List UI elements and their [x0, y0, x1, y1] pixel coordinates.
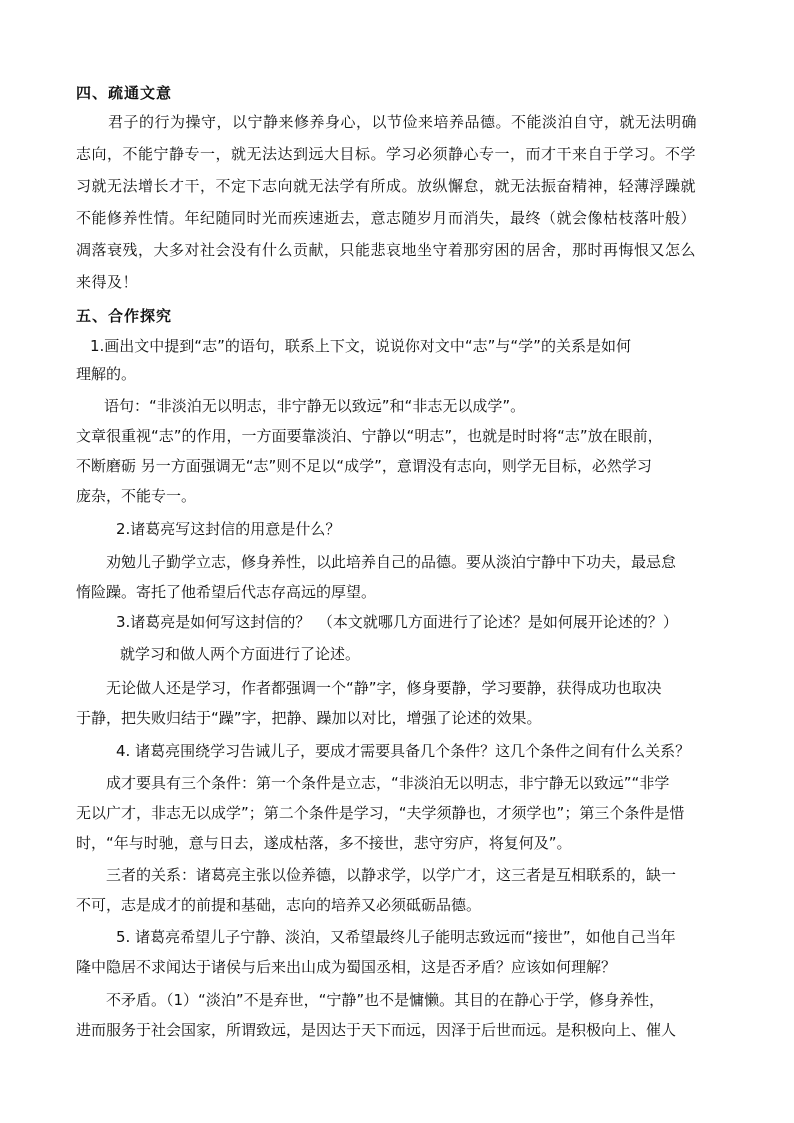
translation-line: 志向，不能宁静专一，就无法达到远大目标。学习必须静心专一，而才干来自于学习。不学	[76, 145, 697, 163]
question-4: 4. 诸葛亮围绕学习告诫儿子，要成才需要具备几个条件？这几个条件之间有什么关系？	[116, 742, 691, 760]
question-1-cont: 理解的。	[76, 365, 137, 383]
answer-5-line: 进而服务于社会国家，所谓致远，是因达于天下而远，因泽于后世而远。是积极向上、催人	[76, 1021, 677, 1039]
translation-line: 习就无法增长才干，不定下志向就无法学有所成。放纵懈怠，就无法振奋精神，轻薄浮躁就	[76, 177, 697, 195]
answer-4-line: 不可，志是成才的前提和基础，志向的培养又必须砥砺品德。	[76, 896, 482, 914]
answer-2-line: 惰险躁。寄托了他希望后代志存高远的厚望。	[76, 583, 377, 601]
question-1: 1.画出文中提到“志”的语句，联系上下文，说说你对文中“志”与“学”的关系是如何	[90, 337, 631, 355]
answer-1-line: 不断磨砺 另一方面强调无“志”则不足以“成学”，意谓没有志向，则学无目标，必然学习	[76, 457, 652, 475]
answer-4-line: 三者的关系：诸葛亮主张以俭养德，以静求学，以学广才，这三者是互相联系的，缺一	[106, 866, 677, 884]
answer-1-line: 文章很重视“志”的作用，一方面要靠淡泊、宁静以“明志”，也就是时时将“志”放在眼前，	[76, 427, 663, 445]
translation-line: 不能修养性情。年纪随同时光而疾速逝去，意志随岁月而消失，最终（就会像枯枝落叶般）	[76, 209, 697, 227]
question-5: 5. 诸葛亮希望儿子宁静、淡泊，又希望最终儿子能明志致远而“接世”，如他自己当年	[116, 928, 676, 946]
answer-1-line: 庞杂，不能专一。	[76, 487, 197, 505]
question-5-cont: 隆中隐居不求闻达于诸侯与后来出山成为蜀国丞相，这是否矛盾？应该如何理解？	[76, 958, 617, 976]
answer-1-line: 语句：“非淡泊无以明志，非宁静无以致远”和“非志无以成学”。	[104, 397, 526, 415]
answer-3-line: 就学习和做人两个方面进行了论述。	[120, 645, 361, 663]
translation-line: 君子的行为操守，以宁静来修养身心，以节俭来培养品德。不能淡泊自守，就无法明确	[108, 113, 698, 131]
answer-5-line: 不矛盾。（1）“淡泊”不是弃世，“宁静”也不是慵懒。其目的在静心于学，修身养性，	[106, 991, 665, 1009]
section-heading-5: 五、合作探究	[76, 307, 173, 325]
question-2: 2.诸葛亮写这封信的用意是什么？	[116, 520, 341, 538]
answer-4-line: 成才要具有三个条件：第一个条件是立志，“非淡泊无以明志，非宁静无以致远”“非学	[106, 774, 670, 792]
answer-2-line: 劝勉儿子勤学立志，修身养性，以此培养自己的品德。要从淡泊宁静中下功夫，最忌怠	[106, 553, 677, 571]
answer-4-line: 无以广才，非志无以成学”；第二个条件是学习，“夫学须静也，才须学也”；第三个条件是惜	[76, 804, 685, 822]
question-3: 3.诸葛亮是如何写这封信的？ （本文就哪几方面进行了论述？是如何展开论述的？）	[116, 613, 678, 631]
answer-3-line: 于静，把失败归结于“躁”字，把静、躁加以对比，增强了论述的效果。	[76, 709, 542, 727]
answer-3-line: 无论做人还是学习，作者都强调一个“静”字，修身要静，学习要静，获得成功也取决	[106, 679, 662, 697]
section-heading-4: 四、疏通文意	[76, 84, 173, 102]
translation-line: 来得及！	[76, 273, 139, 291]
answer-4-line: 时，“年与时驰，意与日去，遂成枯落，多不接世，悲守穷庐，将复何及”。	[76, 834, 572, 852]
translation-line: 凋落衰残，大多对社会没有什么贡献，只能悲哀地坐守着那穷困的居舍，那时再悔恨又怎么	[76, 241, 697, 259]
